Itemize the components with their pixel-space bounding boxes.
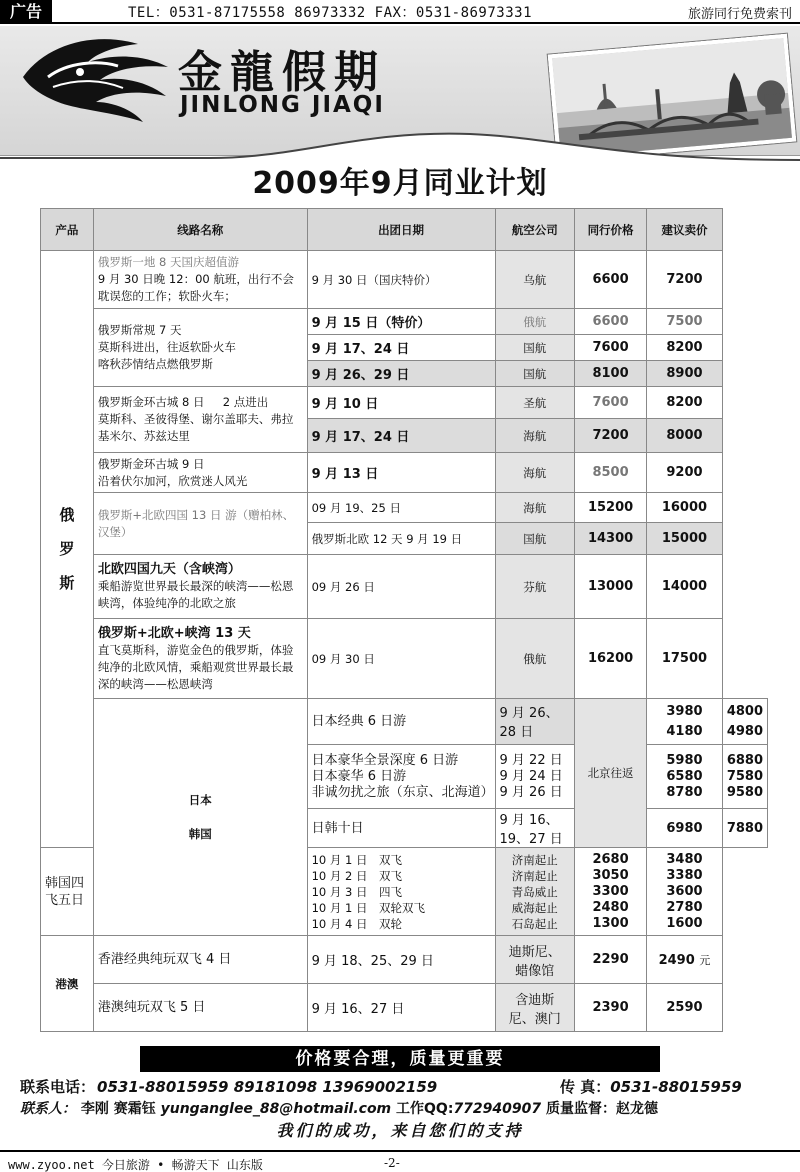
airline-cell: 国航 — [495, 335, 575, 361]
brand-name-cn: 金龍假期 — [178, 47, 386, 98]
route-cell: 香港经典纯玩双飞 4 日 — [93, 936, 307, 984]
footer — [0, 1150, 800, 1172]
peer-price-cell: 8100 — [575, 361, 647, 387]
airline-cell: 北京往返 — [575, 699, 647, 848]
peer-price-cell: 15200 — [575, 493, 647, 523]
dragon-logo-icon — [18, 32, 178, 127]
top-bar — [0, 0, 800, 24]
airline-cell: 圣航 — [495, 387, 575, 419]
route-cell: 日本豪华全景深度 6 日游 日本豪华 6 日游 非诚勿扰之旅（东京、北海道） — [307, 745, 495, 809]
table-row — [41, 555, 768, 619]
airline-cell: 海航 — [495, 493, 575, 523]
date-cell: 9 月 17、24 日 — [307, 419, 495, 453]
route-cell: 港澳纯玩双飞 5 日 — [93, 984, 307, 1032]
peer-price-cell: 7200 — [575, 419, 647, 453]
product-russia: 俄 罗 斯 — [41, 251, 94, 848]
header-route: 线路名称 — [93, 209, 307, 251]
airline-cell: 乌航 — [495, 251, 575, 309]
airline-cell: 芬航 — [495, 555, 575, 619]
table-row — [41, 309, 768, 335]
retail-price-cell: 7500 — [647, 309, 723, 335]
route-cell: 俄罗斯常规 7 天 莫斯科进出，往返软卧火车 喀秋莎情结点燃俄罗斯 — [93, 309, 307, 387]
brand-name-en: JINLONG JIAQI — [180, 92, 385, 118]
peer-price-cell: 5980 6580 8780 — [647, 745, 723, 809]
table-row — [41, 984, 768, 1032]
retail-price-cell: 6880 7580 9580 — [722, 745, 767, 809]
route-cell: 俄罗斯+北欧+峡湾 13 天 直飞莫斯科，游览金色的俄罗斯，体验纯净的北欧风情，乘船观赏世界最长最深的峡湾——松恩峡湾 — [93, 619, 307, 699]
motto: 我们的成功，来自您们的支持 — [276, 1121, 524, 1140]
date-cell: 9 月 26、29 日 — [307, 361, 495, 387]
header-product: 产品 — [41, 209, 94, 251]
table-row — [41, 619, 768, 699]
peer-price-cell: 3980 4180 — [647, 699, 723, 745]
peer-price-cell: 14300 — [575, 523, 647, 555]
contact-phones: 联系电话： 0531-88015959 89181098 13969002159 — [20, 1078, 438, 1096]
header-date: 出团日期 — [307, 209, 495, 251]
airline-cell: 国航 — [495, 361, 575, 387]
email-link[interactable]: yunganglee_88@hotmail.com — [160, 1101, 392, 1117]
peer-price-cell: 2390 — [575, 984, 647, 1032]
page-number: -2- — [384, 1156, 400, 1170]
date-cell: 09 月 30 日 — [307, 619, 495, 699]
peer-price-cell: 6600 — [575, 309, 647, 335]
route-cell: 韩国四飞五日 — [41, 848, 94, 936]
date-cell: 俄罗斯北欧 12 天 9 月 19 日 — [307, 523, 495, 555]
date-cell: 9 月 16、27 日 — [307, 984, 495, 1032]
table-row — [41, 936, 768, 984]
product-japan-korea: 日本 韩国 — [93, 699, 307, 936]
retail-price-cell: 9200 — [647, 453, 723, 493]
peer-price-cell: 2680 3050 3300 2480 1300 — [575, 848, 647, 936]
table-row — [41, 493, 768, 523]
retail-price-cell: 7880 — [722, 809, 767, 848]
date-cell: 10 月 1 日 双飞 10 月 2 日 双飞 10 月 3 日 四飞 10 月 1 日 双轮双飞 10 月 4 日 双轮 — [307, 848, 495, 936]
table-header-row — [41, 209, 768, 251]
plan-table — [40, 208, 768, 1032]
footer-site[interactable]: www.zyoo.net 今日旅游 • 畅游天下 山东版 — [8, 1158, 263, 1172]
slogan-banner: 价格要合理，质量更重要 — [140, 1046, 660, 1072]
peer-price-cell: 6980 — [647, 809, 723, 848]
retail-price-cell: 2490 元 — [647, 936, 723, 984]
contact-persons: 联系人： 李刚 赛霜钰 yunganglee_88@hotmail.com 工作QQ:772940907 质量监督：赵龙德 — [20, 1101, 658, 1117]
airline-cell: 海航 — [495, 453, 575, 493]
route-cell: 俄罗斯金环古城 8 日 2 点进出 莫斯科、圣彼得堡、谢尔盖耶夫、弗拉基米尔、苏兹达里 — [93, 387, 307, 453]
retail-price-cell: 8900 — [647, 361, 723, 387]
date-cell: 9 月 18、25、29 日 — [307, 936, 495, 984]
peer-price-cell: 7600 — [575, 335, 647, 361]
peer-price-cell: 16200 — [575, 619, 647, 699]
peer-price-cell: 8500 — [575, 453, 647, 493]
date-cell: 9 月 17、24 日 — [307, 335, 495, 361]
retail-price-cell: 8000 — [647, 419, 723, 453]
tel-fax-line: TEL：0531-87175558 86973332 FAX：0531-86973331 — [128, 5, 533, 21]
date-cell: 9 月 15 日（特价） — [307, 309, 495, 335]
header-retail-price: 建议卖价 — [647, 209, 723, 251]
peer-price-cell: 6600 — [575, 251, 647, 309]
date-cell: 9 月 13 日 — [307, 453, 495, 493]
airline-cell: 海航 — [495, 419, 575, 453]
table-row — [41, 251, 768, 309]
peer-price-cell: 7600 — [575, 387, 647, 419]
retail-price-cell: 8200 — [647, 387, 723, 419]
peer-price-cell: 13000 — [575, 555, 647, 619]
retail-price-cell: 4800 4980 — [722, 699, 767, 745]
date-cell: 9 月 10 日 — [307, 387, 495, 419]
route-cell: 日韩十日 — [307, 809, 495, 848]
route-cell: 北欧四国九天（含峡湾） 乘船游览世界最长最深的峡湾——松恩峡湾，体验纯净的北欧之旅 — [93, 555, 307, 619]
table-row — [41, 387, 768, 419]
date-cell: 09 月 26 日 — [307, 555, 495, 619]
airline-cell: 济南起止 济南起止 青岛威止 威海起止 石岛起止 — [495, 848, 575, 936]
table-row — [41, 453, 768, 493]
route-cell: 俄罗斯+北欧四国 13 日 游（赠柏林、汉堡） — [93, 493, 307, 555]
header-peer-price: 同行价格 — [575, 209, 647, 251]
date-cell: 09 月 19、25 日 — [307, 493, 495, 523]
airline-cell: 含迪斯 尼、澳门 — [495, 984, 575, 1032]
peer-price-cell: 2290 — [575, 936, 647, 984]
route-cell: 俄罗斯一地 8 天国庆超值游 9 月 30 日晚 12：00 航班，出行不会耽误您的工作；软卧火车； — [93, 251, 307, 309]
date-cell: 9 月 16、19、27 日 — [495, 809, 575, 848]
retail-price-cell: 14000 — [647, 555, 723, 619]
table-row — [41, 699, 768, 745]
free-catalog-text: 旅游同行免费索刊 — [687, 7, 792, 22]
date-cell: 9 月 22 日 9 月 24 日 9 月 26 日 — [495, 745, 575, 809]
retail-price-cell: 8200 — [647, 335, 723, 361]
retail-price-cell: 7200 — [647, 251, 723, 309]
ad-badge: 广告 — [0, 0, 52, 24]
header-airline: 航空公司 — [495, 209, 575, 251]
retail-price-cell: 3480 3380 3600 2780 1600 — [647, 848, 723, 936]
date-cell: 9 月 26、28 日 — [495, 699, 575, 745]
retail-price-cell: 16000 — [647, 493, 723, 523]
phone-numbers: 0531-88015959 89181098 13969002159 — [97, 1078, 438, 1096]
retail-price-cell: 17500 — [647, 619, 723, 699]
retail-price-cell: 15000 — [647, 523, 723, 555]
plan-title: 2009年9月同业计划 — [252, 166, 548, 201]
date-cell: 9 月 30 日（国庆特价） — [307, 251, 495, 309]
product-hk-macau: 港澳 — [41, 936, 94, 1032]
route-cell: 日本经典 6 日游 — [307, 699, 495, 745]
airline-cell: 国航 — [495, 523, 575, 555]
airline-cell: 迪斯尼、 蜡像馆 — [495, 936, 575, 984]
retail-price-cell: 2590 — [647, 984, 723, 1032]
contact-fax: 传 真：0531-88015959 — [560, 1078, 742, 1096]
airline-cell: 俄航 — [495, 309, 575, 335]
route-cell: 俄罗斯金环古城 9 日 沿着伏尔加河，欣赏迷人风光 — [93, 453, 307, 493]
airline-cell: 俄航 — [495, 619, 575, 699]
